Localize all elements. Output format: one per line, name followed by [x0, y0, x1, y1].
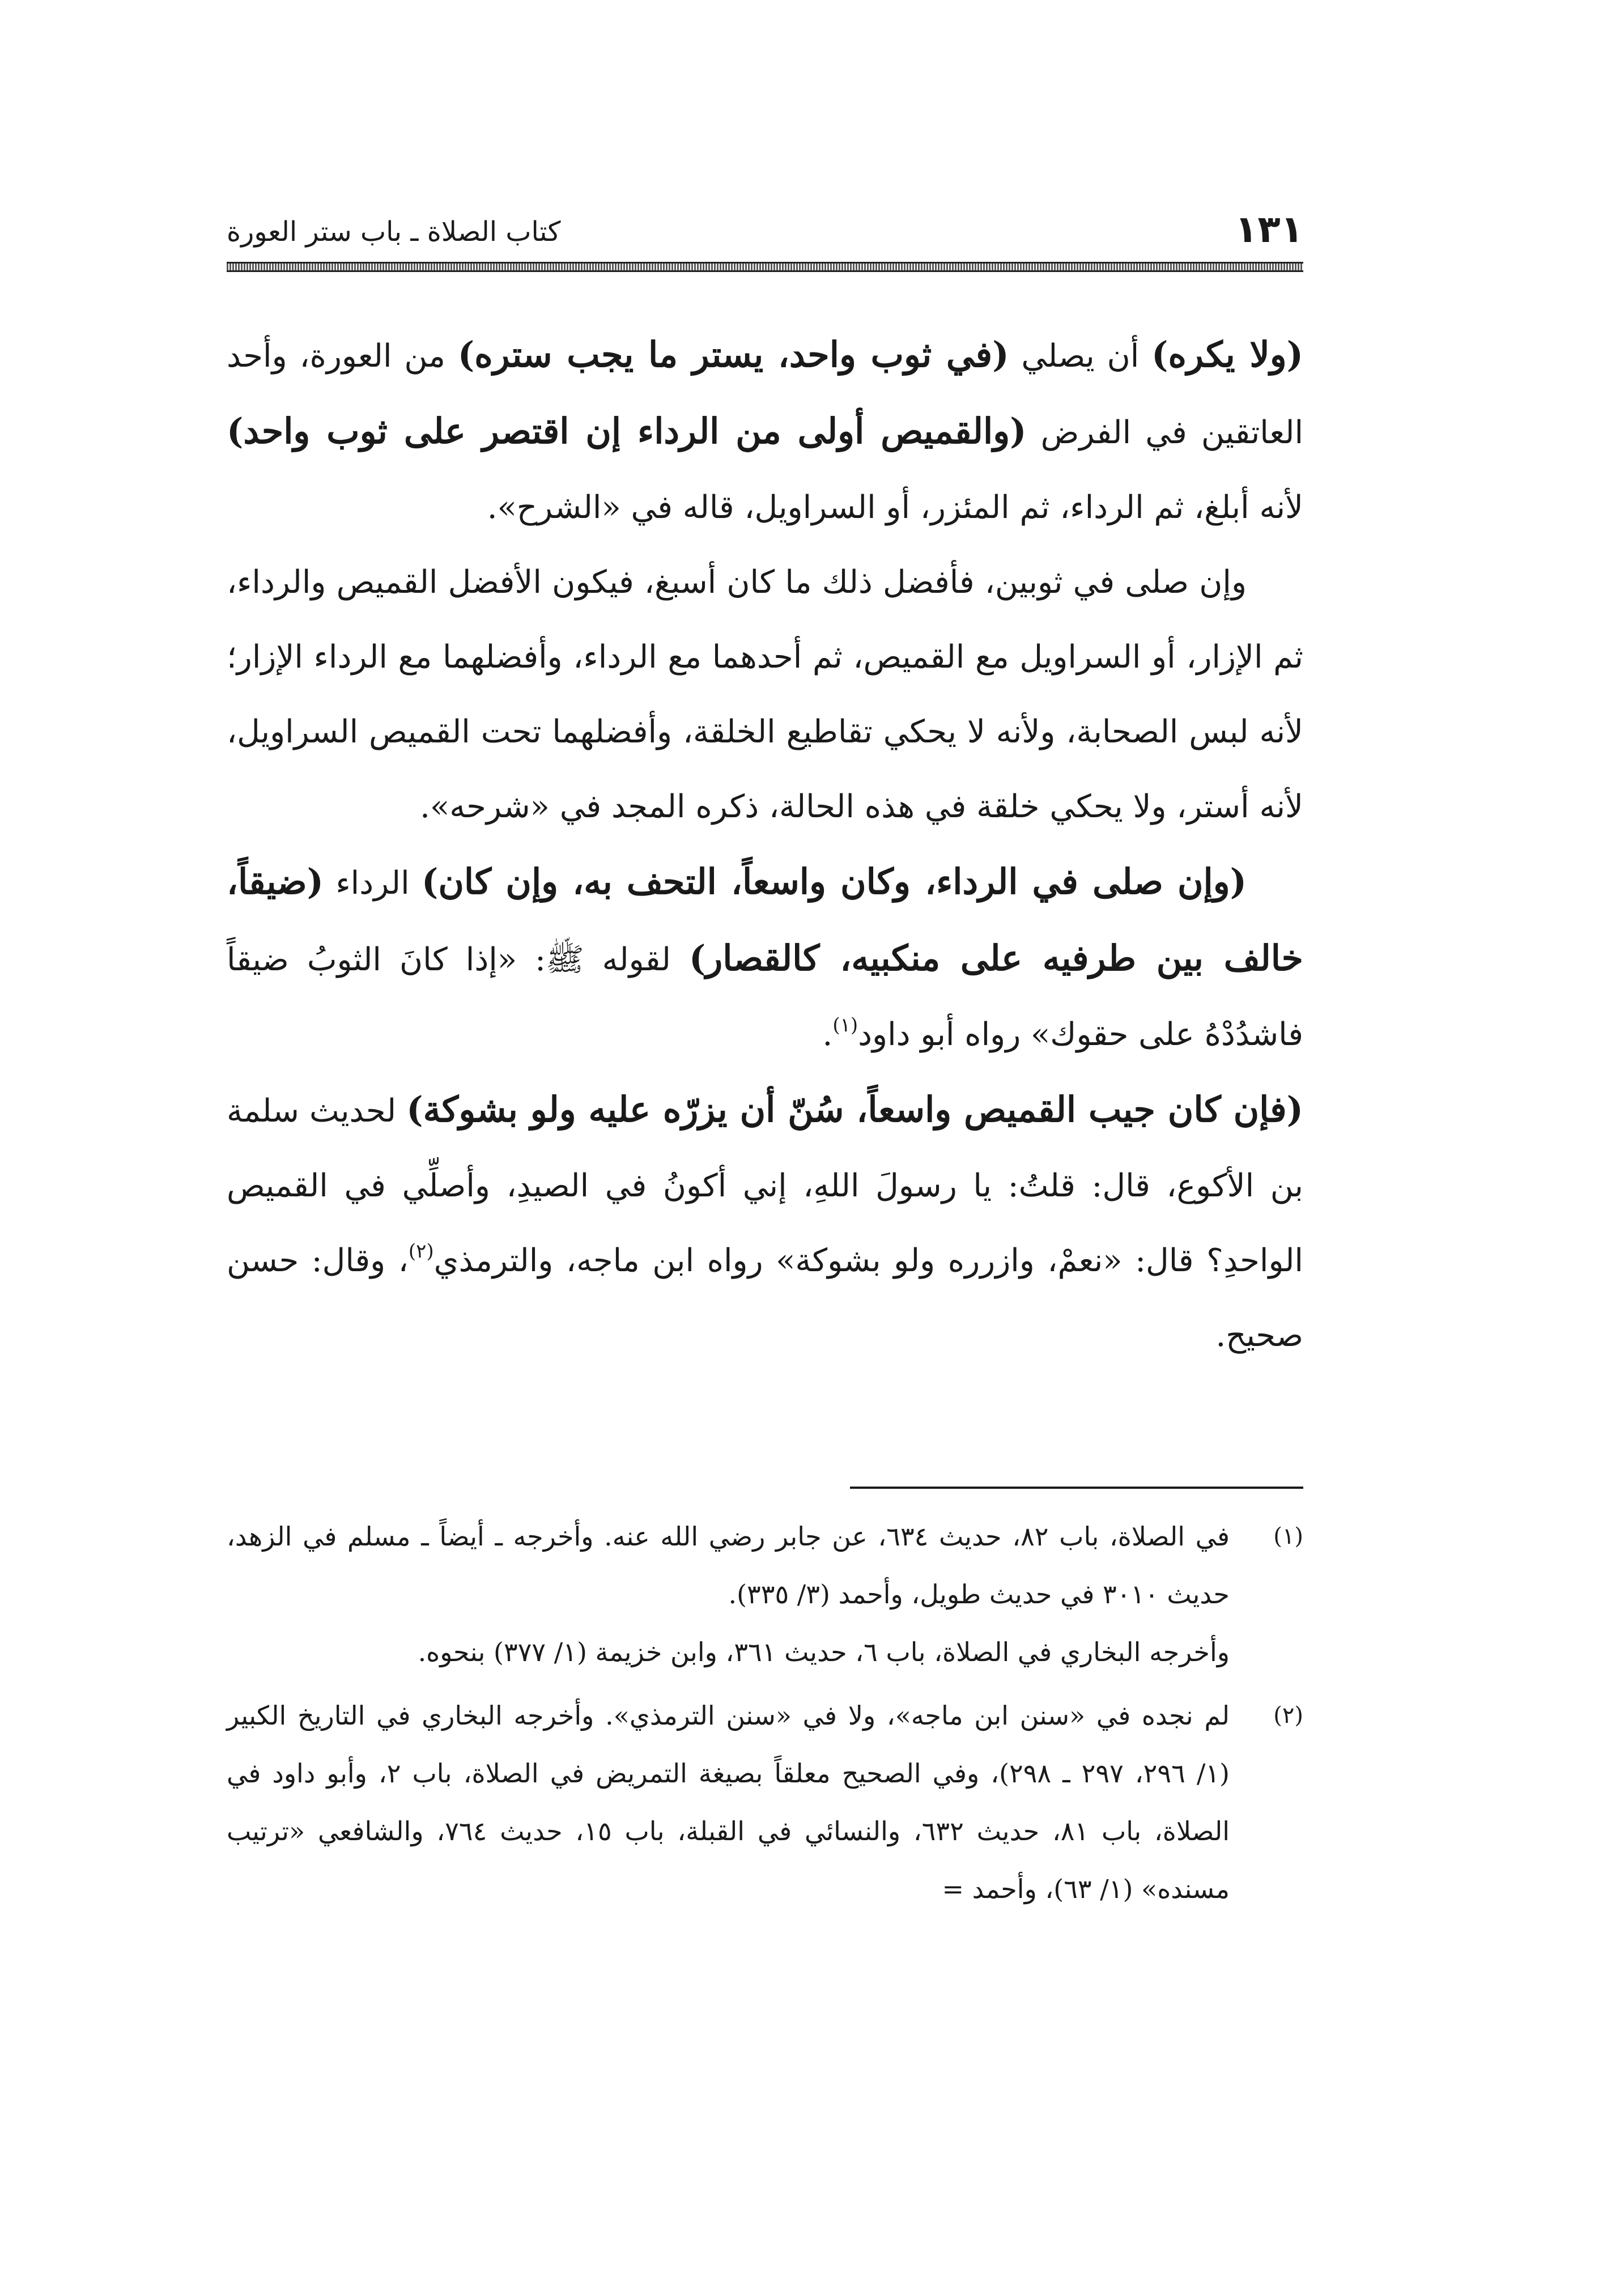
main-text	[227, 317, 1303, 1373]
footnote-2	[227, 1687, 1303, 1918]
paragraph-1	[227, 317, 1303, 545]
text-run: لأنه أبلغ، ثم الرداء، ثم المئزر، أو السراويل، قاله في «الشرح».	[487, 489, 1303, 526]
bold-text-run: (فإن كان جيب القميص واسعاً، سُنّ أن يزرّه عليه ولو بشوكة)	[406, 1089, 1303, 1130]
footnote-1	[227, 1508, 1303, 1681]
footnote-reference[interactable]: (١)	[832, 1014, 858, 1037]
footnotes	[227, 1508, 1303, 1923]
bold-text-run: (وإن صلى في الرداء، وكان واسعاً، التحف به، وإن كان)	[422, 861, 1247, 902]
header-rule	[227, 262, 1303, 272]
footnote-number: (١)	[1273, 1523, 1303, 1549]
footnote-text: وأخرجه البخاري في الصلاة، باب ٦، حديث ٣٦١، وابن خزيمة (١/ ٣٧٧) بنحوه.	[418, 1637, 1230, 1667]
text-run: لحديث سلمة بن الأكوع، قال: قلتُ: يا رسولَ اللهِ، إني أكونُ في الصيدِ، وأصلِّي في القميص الواحدِ؟ قال: «نعمْ، وازرره ولو بشوكة» رواه ابن ماجه، والترمذي	[227, 1093, 1303, 1279]
footnote-separator	[850, 1487, 1303, 1489]
bold-text-run: (والقميص أولى من الرداء إن اقتصر على ثوب واحد)	[227, 410, 1027, 452]
bold-text-run: (ولا يكره)	[1151, 334, 1303, 375]
bold-text-run: (في ثوب واحد، يستر ما يجب ستره)	[457, 334, 1009, 375]
text-run: وإن صلى في ثوبين، فأفضل ذلك ما كان أسبغ، فيكون الأفضل القميص والرداء، ثم الإزار، أو السراويل مع القميص، ثم أحدهما مع الرداء، وأفضلهما مع الرداء الإزار؛ لأنه لبس الصحابة، ولأنه لا يحكي تقاطيع الخلقة، وأفضلهما تحت القميص السراويل، لأنه أستر، ولا يحكي خلقة في هذه الحالة، ذكره المجد في «شرحه».	[227, 564, 1303, 825]
text-run: أن يصلي	[1009, 338, 1152, 375]
footnote-text: في الصلاة، باب ٨٢، حديث ٦٣٤، عن جابر رضي الله عنه. وأخرجه ـ أيضاً ـ مسلم في الزهد، حديث ٣٠١٠ في حديث طويل، وأحمد (٣/ ٣٣٥).	[227, 1521, 1230, 1610]
running-header	[227, 198, 1303, 261]
text-run: الرداء	[323, 865, 422, 902]
footnote-number: (٢)	[1273, 1702, 1303, 1729]
text-run: ، وقال: حسن صحيح.	[227, 1242, 1303, 1354]
footnote-text: لم نجده في «سنن ابن ماجه»، ولا في «سنن الترمذي». وأخرجه البخاري في التاريخ الكبير (١/ ٢٩٦، ٢٩٧ ـ ٢٩٨)، وفي الصحيح معلقاً بصيغة التمريض في الصلاة، باب ٢، وأبو داود في الصلاة، باب ٨١، حديث ٦٣٢، والنسائي في القبلة، باب ١٥، حديث ٧٦٤، والشافعي «ترتيب مسنده» (١/ ٦٣)، وأحمد =	[227, 1700, 1230, 1904]
footnote-reference[interactable]: (٢)	[408, 1240, 434, 1263]
text-run: لقوله ﷺ: «إذا كانَ الثوبُ ضيقاً فاشدُدْهُ على حقوك» رواه أبو داود	[227, 941, 1303, 1053]
paragraph-4	[227, 1072, 1303, 1373]
page-number: ١٣١	[1235, 207, 1303, 251]
paragraph-2	[227, 545, 1303, 844]
bold-text-run: (ضيقاً، خالف بين طرفيه على منكبيه، كالقصار)	[227, 861, 1303, 979]
text-run: من العورة، وأحد العاتقين في الفرض	[227, 338, 1304, 451]
text-run: .	[822, 1016, 833, 1053]
running-title: كتاب الصلاة ـ باب ستر العورة	[227, 216, 561, 248]
paragraph-3	[227, 844, 1303, 1072]
